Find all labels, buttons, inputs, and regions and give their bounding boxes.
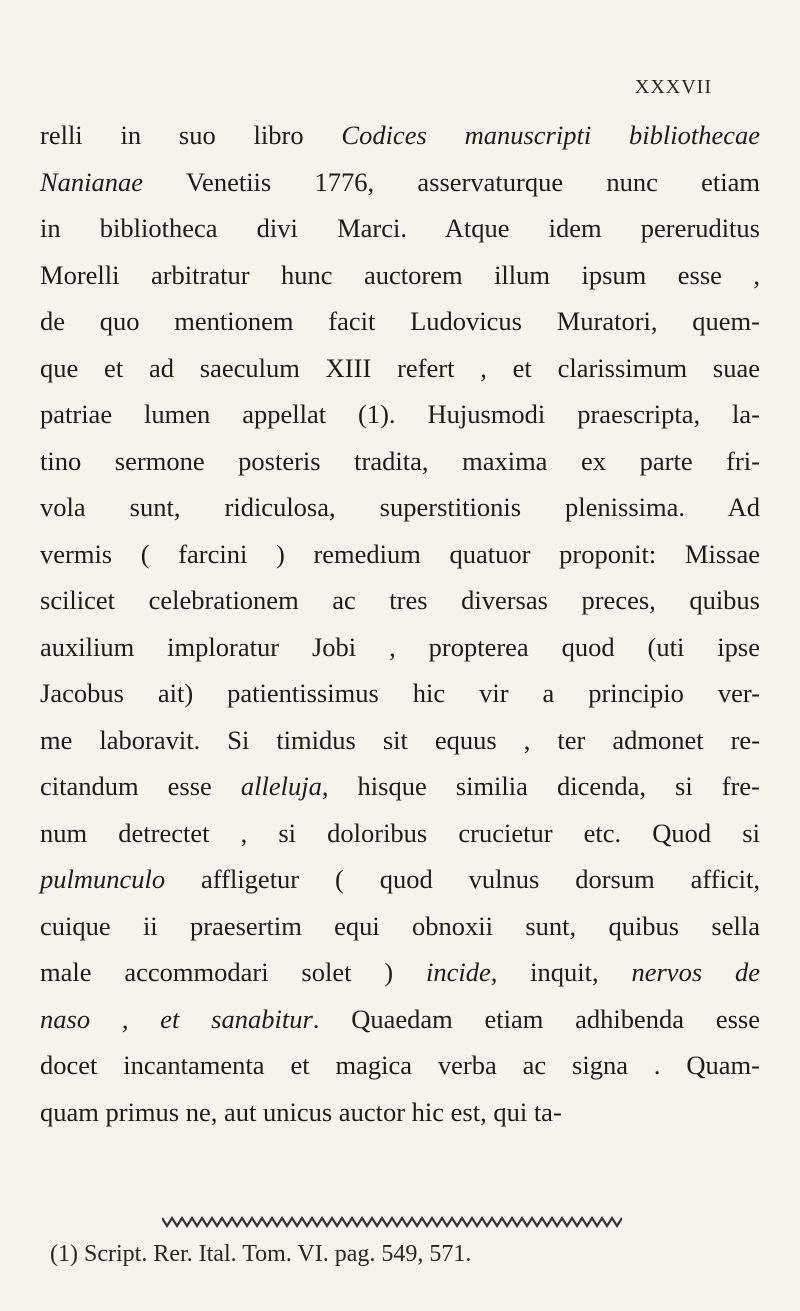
text-run: vola sunt, ridiculosa, superstitionis plenissima. Ad <box>40 492 760 522</box>
text-line <box>40 484 760 531</box>
text-line <box>40 205 760 252</box>
text-run: inquit, <box>497 957 632 987</box>
text-line <box>40 624 760 671</box>
text-line <box>40 763 760 810</box>
text-run: scilicet celebrationem ac tres diversas preces, quibus <box>40 585 760 615</box>
text-run: cuique ii praesertim equi obnoxii sunt, quibus sella <box>40 910 760 941</box>
text-run: . Quaedam etiam adhibenda esse <box>312 1003 760 1034</box>
text-run: vermis ( farcini ) remedium quatuor proponit: Missae <box>40 538 760 569</box>
italic-text: alleluja <box>240 771 322 801</box>
text-run: Jacobus ait) patientissimus hic vir a principio ver- <box>40 678 760 708</box>
text-line <box>40 345 760 392</box>
text-line <box>40 996 760 1043</box>
text-run: patriae lumen appellat (1). Hujusmodi praescripta, la- <box>40 399 760 429</box>
text-run: in bibliotheca divi Marci. Atque idem pereruditus <box>40 213 760 243</box>
text-run: que et ad saeculum XIII refert , et clarissimum suae <box>40 352 760 383</box>
text-line <box>40 112 760 159</box>
text-run: me laboravit. Si timidus sit equus , ter admonet re- <box>40 724 760 755</box>
italic-text: Nanianae <box>40 166 144 197</box>
italic-text: nervos de <box>631 957 760 987</box>
text-line <box>40 856 760 903</box>
italic-text: naso , et sanabitur <box>40 1003 313 1034</box>
text-run: relli in suo libro <box>40 120 342 150</box>
text-run: male accommodari solet ) <box>40 957 426 987</box>
text-line <box>40 159 760 206</box>
text-line <box>40 391 760 438</box>
text-run: citandum esse <box>40 771 241 801</box>
text-line <box>40 1042 760 1089</box>
page-number: XXXVII <box>634 76 712 98</box>
text-run: auxilium imploratur Jobi , propterea quod (uti ipse <box>40 631 760 662</box>
text-line <box>40 670 760 717</box>
text-line <box>40 531 760 578</box>
text-line <box>40 298 760 345</box>
text-run: affligetur ( quod vulnus dorsum afficit, <box>165 864 760 894</box>
text-line <box>40 810 760 857</box>
italic-text: Codices manuscripti bibliothecae <box>341 120 760 150</box>
text-line <box>40 577 760 624</box>
text-run: , hisque similia dicenda, si fre- <box>321 771 760 801</box>
text-run: docet incantamenta et magica verba ac signa . Quam- <box>40 1050 760 1080</box>
text-line <box>40 1089 760 1136</box>
ornamental-rule <box>162 1216 622 1228</box>
text-line <box>40 949 760 996</box>
italic-text: pulmunculo <box>40 864 166 894</box>
text-line <box>40 717 760 764</box>
text-run: tino sermone posteris tradita, maxima ex parte fri- <box>40 445 760 476</box>
text-run: Venetiis 1776, asservaturque nunc etiam <box>143 166 760 197</box>
body-text <box>40 112 760 1135</box>
text-run: num detrectet , si doloribus crucietur etc. Quod si <box>40 817 760 848</box>
text-line <box>40 903 760 950</box>
text-run: quam primus ne, aut unicus auctor hic est, qui ta- <box>40 1096 562 1127</box>
footnote: (1) Script. Rer. Ital. Tom. VI. pag. 549, 571. <box>50 1241 472 1267</box>
italic-text: incide, <box>425 957 498 987</box>
text-run: Morelli arbitratur hunc auctorem illum ipsum esse , <box>40 259 760 290</box>
text-line <box>40 252 760 299</box>
text-run: de quo mentionem facit Ludovicus Muratori, quem- <box>40 306 760 336</box>
text-line <box>40 438 760 485</box>
